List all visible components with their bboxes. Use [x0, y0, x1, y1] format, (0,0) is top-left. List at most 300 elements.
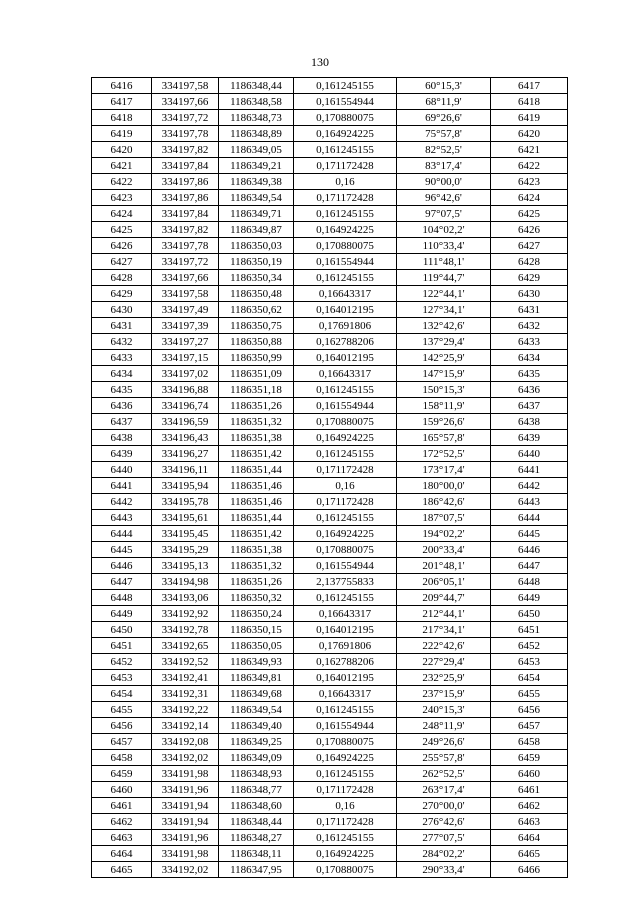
next-point-cell: 6431: [491, 302, 568, 318]
point-number-cell: 6435: [92, 382, 152, 398]
distance-cell: 0,164012195: [294, 622, 397, 638]
x-coordinate-cell: 334197,82: [152, 222, 219, 238]
point-number-cell: 6446: [92, 558, 152, 574]
bearing-cell: 194°02,2': [397, 526, 491, 542]
y-coordinate-cell: 1186347,95: [219, 862, 294, 878]
point-number-cell: 6439: [92, 446, 152, 462]
bearing-cell: 201°48,1': [397, 558, 491, 574]
next-point-cell: 6427: [491, 238, 568, 254]
distance-cell: 0,164012195: [294, 350, 397, 366]
y-coordinate-cell: 1186351,26: [219, 574, 294, 590]
point-number-cell: 6445: [92, 542, 152, 558]
bearing-cell: 227°29,4': [397, 654, 491, 670]
distance-cell: 0,171172428: [294, 190, 397, 206]
table-row: [92, 414, 568, 430]
y-coordinate-cell: 1186350,48: [219, 286, 294, 302]
distance-cell: 0,161245155: [294, 206, 397, 222]
bearing-cell: 83°17,4': [397, 158, 491, 174]
table-row: [92, 350, 568, 366]
bearing-cell: 90°00,0': [397, 174, 491, 190]
x-coordinate-cell: 334191,98: [152, 766, 219, 782]
distance-cell: 0,164924225: [294, 222, 397, 238]
bearing-cell: 206°05,1': [397, 574, 491, 590]
y-coordinate-cell: 1186349,38: [219, 174, 294, 190]
point-number-cell: 6420: [92, 142, 152, 158]
next-point-cell: 6460: [491, 766, 568, 782]
distance-cell: 0,162788206: [294, 334, 397, 350]
table-row: [92, 206, 568, 222]
table-row: [92, 158, 568, 174]
y-coordinate-cell: 1186349,87: [219, 222, 294, 238]
next-point-cell: 6423: [491, 174, 568, 190]
point-number-cell: 6436: [92, 398, 152, 414]
y-coordinate-cell: 1186349,93: [219, 654, 294, 670]
bearing-cell: 237°15,9': [397, 686, 491, 702]
x-coordinate-cell: 334197,72: [152, 254, 219, 270]
distance-cell: 0,16643317: [294, 366, 397, 382]
distance-cell: 0,162788206: [294, 654, 397, 670]
x-coordinate-cell: 334197,66: [152, 270, 219, 286]
bearing-cell: 276°42,6': [397, 814, 491, 830]
y-coordinate-cell: 1186349,54: [219, 190, 294, 206]
table-row: [92, 750, 568, 766]
distance-cell: 0,17691806: [294, 318, 397, 334]
next-point-cell: 6425: [491, 206, 568, 222]
distance-cell: 0,170880075: [294, 238, 397, 254]
bearing-cell: 96°42,6': [397, 190, 491, 206]
distance-cell: 0,161554944: [294, 398, 397, 414]
x-coordinate-cell: 334197,58: [152, 78, 219, 94]
next-point-cell: 6434: [491, 350, 568, 366]
y-coordinate-cell: 1186350,05: [219, 638, 294, 654]
point-number-cell: 6417: [92, 94, 152, 110]
x-coordinate-cell: 334191,94: [152, 814, 219, 830]
distance-cell: 0,17691806: [294, 638, 397, 654]
distance-cell: 0,16643317: [294, 686, 397, 702]
bearing-cell: 262°52,5': [397, 766, 491, 782]
distance-cell: 0,161245155: [294, 270, 397, 286]
x-coordinate-cell: 334195,94: [152, 478, 219, 494]
y-coordinate-cell: 1186350,62: [219, 302, 294, 318]
y-coordinate-cell: 1186349,71: [219, 206, 294, 222]
distance-cell: 0,161245155: [294, 830, 397, 846]
point-number-cell: 6461: [92, 798, 152, 814]
point-number-cell: 6454: [92, 686, 152, 702]
table-row: [92, 734, 568, 750]
x-coordinate-cell: 334197,78: [152, 126, 219, 142]
next-point-cell: 6458: [491, 734, 568, 750]
next-point-cell: 6435: [491, 366, 568, 382]
y-coordinate-cell: 1186351,09: [219, 366, 294, 382]
bearing-cell: 165°57,8': [397, 430, 491, 446]
bearing-cell: 158°11,9': [397, 398, 491, 414]
y-coordinate-cell: 1186351,42: [219, 446, 294, 462]
bearing-cell: 200°33,4': [397, 542, 491, 558]
table-row: [92, 110, 568, 126]
distance-cell: 0,171172428: [294, 158, 397, 174]
distance-cell: 0,170880075: [294, 862, 397, 878]
table-row: [92, 494, 568, 510]
y-coordinate-cell: 1186348,73: [219, 110, 294, 126]
x-coordinate-cell: 334195,78: [152, 494, 219, 510]
bearing-cell: 180°00,0': [397, 478, 491, 494]
x-coordinate-cell: 334196,43: [152, 430, 219, 446]
point-number-cell: 6433: [92, 350, 152, 366]
y-coordinate-cell: 1186350,19: [219, 254, 294, 270]
next-point-cell: 6439: [491, 430, 568, 446]
y-coordinate-cell: 1186351,32: [219, 414, 294, 430]
next-point-cell: 6442: [491, 478, 568, 494]
next-point-cell: 6449: [491, 590, 568, 606]
table-row: [92, 222, 568, 238]
table-row: [92, 302, 568, 318]
table-row: [92, 718, 568, 734]
next-point-cell: 6417: [491, 78, 568, 94]
next-point-cell: 6443: [491, 494, 568, 510]
point-number-cell: 6453: [92, 670, 152, 686]
table-row: [92, 814, 568, 830]
y-coordinate-cell: 1186351,38: [219, 430, 294, 446]
x-coordinate-cell: 334195,29: [152, 542, 219, 558]
table-row: [92, 526, 568, 542]
distance-cell: 0,170880075: [294, 734, 397, 750]
distance-cell: 0,16643317: [294, 606, 397, 622]
y-coordinate-cell: 1186351,46: [219, 494, 294, 510]
distance-cell: 0,170880075: [294, 414, 397, 430]
distance-cell: 0,164924225: [294, 750, 397, 766]
x-coordinate-cell: 334195,45: [152, 526, 219, 542]
table-row: [92, 686, 568, 702]
bearing-cell: 119°44,7': [397, 270, 491, 286]
table-row: [92, 798, 568, 814]
point-number-cell: 6418: [92, 110, 152, 126]
y-coordinate-cell: 1186351,42: [219, 526, 294, 542]
table-row: [92, 254, 568, 270]
y-coordinate-cell: 1186351,26: [219, 398, 294, 414]
bearing-cell: 263°17,4': [397, 782, 491, 798]
table-row: [92, 94, 568, 110]
next-point-cell: 6420: [491, 126, 568, 142]
distance-cell: 0,164924225: [294, 126, 397, 142]
table-row: [92, 702, 568, 718]
point-number-cell: 6444: [92, 526, 152, 542]
next-point-cell: 6464: [491, 830, 568, 846]
x-coordinate-cell: 334192,31: [152, 686, 219, 702]
y-coordinate-cell: 1186349,21: [219, 158, 294, 174]
x-coordinate-cell: 334197,66: [152, 94, 219, 110]
next-point-cell: 6418: [491, 94, 568, 110]
x-coordinate-cell: 334197,84: [152, 158, 219, 174]
table-row: [92, 78, 568, 94]
y-coordinate-cell: 1186348,44: [219, 814, 294, 830]
table-row: [92, 286, 568, 302]
distance-cell: 0,171172428: [294, 462, 397, 478]
next-point-cell: 6433: [491, 334, 568, 350]
y-coordinate-cell: 1186349,68: [219, 686, 294, 702]
y-coordinate-cell: 1186350,15: [219, 622, 294, 638]
y-coordinate-cell: 1186351,44: [219, 510, 294, 526]
bearing-cell: 137°29,4': [397, 334, 491, 350]
point-number-cell: 6427: [92, 254, 152, 270]
bearing-cell: 209°44,7': [397, 590, 491, 606]
distance-cell: 0,161245155: [294, 382, 397, 398]
next-point-cell: 6465: [491, 846, 568, 862]
y-coordinate-cell: 1186349,40: [219, 718, 294, 734]
bearing-cell: 222°42,6': [397, 638, 491, 654]
table-row: [92, 142, 568, 158]
bearing-cell: 150°15,3': [397, 382, 491, 398]
next-point-cell: 6441: [491, 462, 568, 478]
next-point-cell: 6426: [491, 222, 568, 238]
x-coordinate-cell: 334197,86: [152, 174, 219, 190]
x-coordinate-cell: 334192,08: [152, 734, 219, 750]
next-point-cell: 6436: [491, 382, 568, 398]
bearing-cell: 142°25,9': [397, 350, 491, 366]
point-number-cell: 6464: [92, 846, 152, 862]
bearing-cell: 127°34,1': [397, 302, 491, 318]
bearing-cell: 277°07,5': [397, 830, 491, 846]
distance-cell: 0,171172428: [294, 494, 397, 510]
y-coordinate-cell: 1186348,58: [219, 94, 294, 110]
y-coordinate-cell: 1186351,44: [219, 462, 294, 478]
x-coordinate-cell: 334191,96: [152, 830, 219, 846]
x-coordinate-cell: 334196,74: [152, 398, 219, 414]
table-row: [92, 846, 568, 862]
x-coordinate-cell: 334191,98: [152, 846, 219, 862]
point-number-cell: 6429: [92, 286, 152, 302]
next-point-cell: 6437: [491, 398, 568, 414]
bearing-cell: 68°11,9': [397, 94, 491, 110]
point-number-cell: 6426: [92, 238, 152, 254]
table-row: [92, 430, 568, 446]
table-row: [92, 462, 568, 478]
table-row: [92, 766, 568, 782]
x-coordinate-cell: 334192,14: [152, 718, 219, 734]
table-row: [92, 510, 568, 526]
next-point-cell: 6454: [491, 670, 568, 686]
distance-cell: 0,161245155: [294, 78, 397, 94]
bearing-cell: 255°57,8': [397, 750, 491, 766]
x-coordinate-cell: 334193,06: [152, 590, 219, 606]
next-point-cell: 6457: [491, 718, 568, 734]
distance-cell: 0,161554944: [294, 718, 397, 734]
table-row: [92, 334, 568, 350]
distance-cell: 0,16: [294, 174, 397, 190]
table-row: [92, 862, 568, 878]
bearing-cell: 110°33,4': [397, 238, 491, 254]
table-row: [92, 270, 568, 286]
x-coordinate-cell: 334197,58: [152, 286, 219, 302]
point-number-cell: 6458: [92, 750, 152, 766]
table-row: [92, 382, 568, 398]
point-number-cell: 6424: [92, 206, 152, 222]
coordinates-table-body: [92, 78, 568, 878]
x-coordinate-cell: 334197,78: [152, 238, 219, 254]
bearing-cell: 132°42,6': [397, 318, 491, 334]
distance-cell: 0,161245155: [294, 142, 397, 158]
distance-cell: 0,16: [294, 478, 397, 494]
table-row: [92, 590, 568, 606]
next-point-cell: 6430: [491, 286, 568, 302]
y-coordinate-cell: 1186348,44: [219, 78, 294, 94]
distance-cell: 0,171172428: [294, 782, 397, 798]
x-coordinate-cell: 334192,78: [152, 622, 219, 638]
point-number-cell: 6438: [92, 430, 152, 446]
point-number-cell: 6419: [92, 126, 152, 142]
distance-cell: 0,171172428: [294, 814, 397, 830]
table-row: [92, 174, 568, 190]
x-coordinate-cell: 334191,96: [152, 782, 219, 798]
distance-cell: 0,161245155: [294, 590, 397, 606]
next-point-cell: 6446: [491, 542, 568, 558]
distance-cell: 0,16: [294, 798, 397, 814]
distance-cell: 0,164924225: [294, 846, 397, 862]
point-number-cell: 6425: [92, 222, 152, 238]
x-coordinate-cell: 334192,02: [152, 750, 219, 766]
next-point-cell: 6456: [491, 702, 568, 718]
y-coordinate-cell: 1186348,93: [219, 766, 294, 782]
distance-cell: 0,164012195: [294, 670, 397, 686]
distance-cell: 0,170880075: [294, 110, 397, 126]
point-number-cell: 6463: [92, 830, 152, 846]
next-point-cell: 6428: [491, 254, 568, 270]
bearing-cell: 173°17,4': [397, 462, 491, 478]
bearing-cell: 248°11,9': [397, 718, 491, 734]
bearing-cell: 212°44,1': [397, 606, 491, 622]
next-point-cell: 6462: [491, 798, 568, 814]
next-point-cell: 6432: [491, 318, 568, 334]
table-row: [92, 238, 568, 254]
y-coordinate-cell: 1186350,75: [219, 318, 294, 334]
bearing-cell: 159°26,6': [397, 414, 491, 430]
coordinates-table: [91, 77, 568, 878]
table-row: [92, 574, 568, 590]
point-number-cell: 6421: [92, 158, 152, 174]
y-coordinate-cell: 1186351,46: [219, 478, 294, 494]
point-number-cell: 6430: [92, 302, 152, 318]
bearing-cell: 217°34,1': [397, 622, 491, 638]
x-coordinate-cell: 334197,39: [152, 318, 219, 334]
y-coordinate-cell: 1186350,34: [219, 270, 294, 286]
distance-cell: 0,161554944: [294, 254, 397, 270]
bearing-cell: 122°44,1': [397, 286, 491, 302]
y-coordinate-cell: 1186350,24: [219, 606, 294, 622]
point-number-cell: 6434: [92, 366, 152, 382]
distance-cell: 0,161245155: [294, 510, 397, 526]
x-coordinate-cell: 334192,22: [152, 702, 219, 718]
next-point-cell: 6461: [491, 782, 568, 798]
next-point-cell: 6459: [491, 750, 568, 766]
x-coordinate-cell: 334195,61: [152, 510, 219, 526]
x-coordinate-cell: 334197,15: [152, 350, 219, 366]
y-coordinate-cell: 1186349,25: [219, 734, 294, 750]
next-point-cell: 6463: [491, 814, 568, 830]
table-row: [92, 782, 568, 798]
point-number-cell: 6450: [92, 622, 152, 638]
x-coordinate-cell: 334192,41: [152, 670, 219, 686]
y-coordinate-cell: 1186349,09: [219, 750, 294, 766]
y-coordinate-cell: 1186351,32: [219, 558, 294, 574]
next-point-cell: 6453: [491, 654, 568, 670]
next-point-cell: 6444: [491, 510, 568, 526]
point-number-cell: 6456: [92, 718, 152, 734]
x-coordinate-cell: 334192,52: [152, 654, 219, 670]
next-point-cell: 6429: [491, 270, 568, 286]
bearing-cell: 104°02,2': [397, 222, 491, 238]
next-point-cell: 6450: [491, 606, 568, 622]
next-point-cell: 6445: [491, 526, 568, 542]
x-coordinate-cell: 334195,13: [152, 558, 219, 574]
distance-cell: 0,164924225: [294, 430, 397, 446]
next-point-cell: 6438: [491, 414, 568, 430]
bearing-cell: 75°57,8': [397, 126, 491, 142]
point-number-cell: 6423: [92, 190, 152, 206]
next-point-cell: 6455: [491, 686, 568, 702]
next-point-cell: 6419: [491, 110, 568, 126]
bearing-cell: 97°07,5': [397, 206, 491, 222]
y-coordinate-cell: 1186350,03: [219, 238, 294, 254]
next-point-cell: 6422: [491, 158, 568, 174]
bearing-cell: 232°25,9': [397, 670, 491, 686]
table-row: [92, 190, 568, 206]
y-coordinate-cell: 1186348,27: [219, 830, 294, 846]
table-row: [92, 318, 568, 334]
bearing-cell: 284°02,2': [397, 846, 491, 862]
next-point-cell: 6424: [491, 190, 568, 206]
bearing-cell: 172°52,5': [397, 446, 491, 462]
table-row: [92, 606, 568, 622]
point-number-cell: 6443: [92, 510, 152, 526]
y-coordinate-cell: 1186348,77: [219, 782, 294, 798]
point-number-cell: 6440: [92, 462, 152, 478]
point-number-cell: 6416: [92, 78, 152, 94]
distance-cell: 0,161245155: [294, 766, 397, 782]
point-number-cell: 6447: [92, 574, 152, 590]
y-coordinate-cell: 1186351,38: [219, 542, 294, 558]
point-number-cell: 6422: [92, 174, 152, 190]
table-row: [92, 638, 568, 654]
point-number-cell: 6457: [92, 734, 152, 750]
bearing-cell: 240°15,3': [397, 702, 491, 718]
x-coordinate-cell: 334196,27: [152, 446, 219, 462]
point-number-cell: 6428: [92, 270, 152, 286]
next-point-cell: 6466: [491, 862, 568, 878]
x-coordinate-cell: 334196,11: [152, 462, 219, 478]
table-row: [92, 622, 568, 638]
table-row: [92, 542, 568, 558]
point-number-cell: 6455: [92, 702, 152, 718]
distance-cell: 0,161245155: [294, 702, 397, 718]
point-number-cell: 6431: [92, 318, 152, 334]
table-row: [92, 654, 568, 670]
point-number-cell: 6452: [92, 654, 152, 670]
point-number-cell: 6459: [92, 766, 152, 782]
y-coordinate-cell: 1186348,60: [219, 798, 294, 814]
next-point-cell: 6421: [491, 142, 568, 158]
point-number-cell: 6448: [92, 590, 152, 606]
y-coordinate-cell: 1186351,18: [219, 382, 294, 398]
x-coordinate-cell: 334197,49: [152, 302, 219, 318]
x-coordinate-cell: 334197,84: [152, 206, 219, 222]
table-row: [92, 126, 568, 142]
bearing-cell: 249°26,6': [397, 734, 491, 750]
point-number-cell: 6462: [92, 814, 152, 830]
x-coordinate-cell: 334196,59: [152, 414, 219, 430]
bearing-cell: 290°33,4': [397, 862, 491, 878]
y-coordinate-cell: 1186349,05: [219, 142, 294, 158]
distance-cell: 0,164012195: [294, 302, 397, 318]
table-row: [92, 558, 568, 574]
